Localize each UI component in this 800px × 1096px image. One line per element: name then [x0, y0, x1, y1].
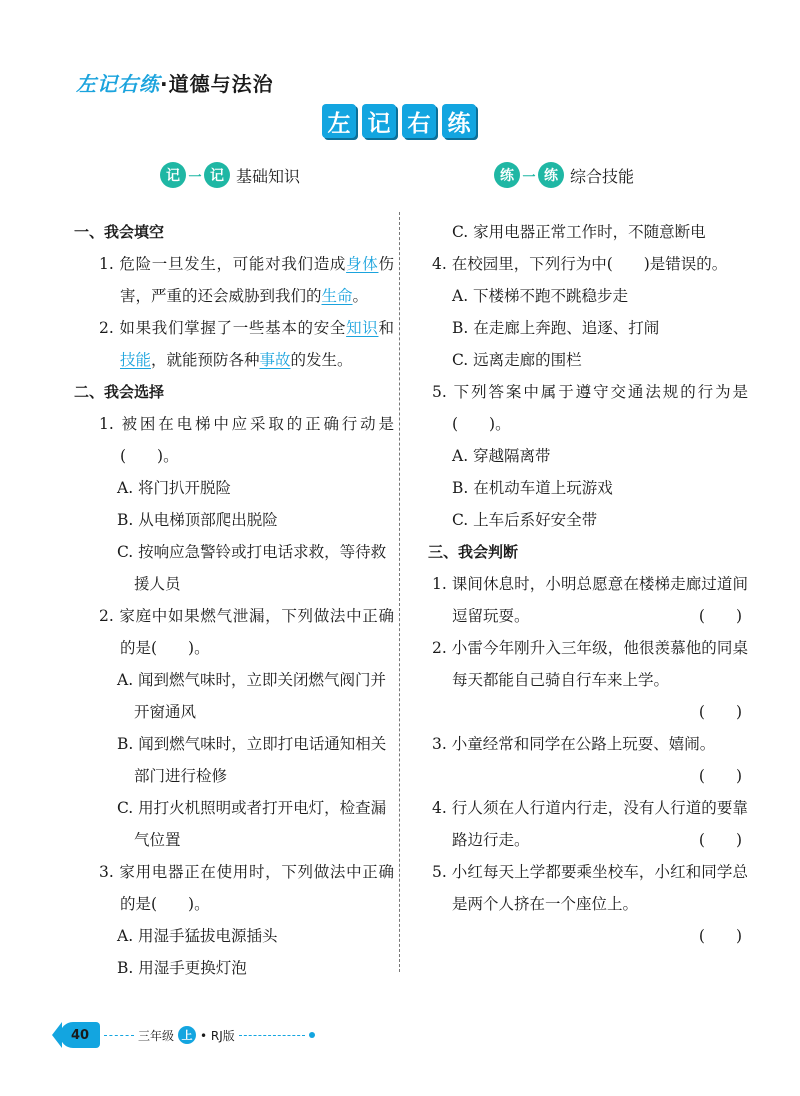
choice-option: A. 下楼梯不跑不跳稳步走: [452, 287, 629, 305]
choice-option: C. 家用电器正常工作时，不随意断电: [452, 223, 706, 241]
choice-question-5: 5. 下列答案中属于遵守交通法规的行为是( )。: [432, 383, 748, 433]
question-text: 和: [378, 319, 394, 337]
question-text: 1. 课间休息时，小明总愿意在楼梯走廊过道间逗留玩耍。: [432, 575, 748, 625]
footer-dash: [104, 1035, 134, 1036]
answer-parentheses: ( ): [698, 767, 742, 785]
choice-option: A. 用湿手猛拔电源插头: [117, 927, 278, 945]
fill-question-1: [78, 248, 394, 312]
answer-parentheses: ( ): [698, 927, 742, 945]
banner-char: 左: [322, 104, 356, 138]
judge-question-4: [432, 792, 748, 856]
banner-char: 记: [362, 104, 396, 138]
answer-blank: 生命: [321, 287, 353, 305]
part2-title: 二、我会选择: [74, 383, 165, 401]
subject-title: 道德与法治: [168, 72, 274, 96]
judge-question-1: [432, 568, 748, 632]
left-column: [74, 216, 394, 984]
choice-option: C. 按响应急警铃或打电话求救，等待救援人员: [117, 543, 387, 593]
choice-option: A. 将门扒开脱险: [117, 479, 232, 497]
question-text: 伤害，严重的还会威胁到我们的: [120, 255, 394, 305]
choice-option: B. 在走廊上奔跑、追逐、打闹: [452, 319, 660, 337]
part3-title: 三、我会判断: [428, 543, 519, 561]
choice-option: A. 闻到燃气味时，立即关闭燃气阀门并开窗通风: [117, 671, 387, 721]
right-section-pill: [494, 162, 564, 188]
choice-option: C. 上车后系好安全带: [452, 511, 598, 529]
footer-edition: • RJ版: [200, 1028, 235, 1043]
pill-char: 练: [538, 162, 564, 188]
book-header-title: [76, 68, 274, 97]
left-section-heading: [160, 162, 300, 188]
question-text: 5. 小红每天上学都要乘坐校车，小红和同学总是两个人挤在一个座位上。: [432, 863, 748, 913]
column-divider: [399, 212, 400, 972]
question-text: 4. 行人须在人行道内行走，没有人行道的要靠路边行走。: [432, 799, 748, 849]
pill-char: 记: [160, 162, 186, 188]
page-number: 40: [70, 1027, 90, 1043]
page-arrow-icon: [52, 1022, 62, 1048]
choice-question-4: 4. 在校园里，下列行为中( )是错误的。: [432, 255, 728, 273]
title-separator: ·: [160, 72, 169, 96]
pill-char: 一: [188, 169, 202, 185]
part1-title: 一、我会填空: [74, 223, 165, 241]
choice-option: B. 用湿手更换灯泡: [117, 959, 247, 977]
page-number-badge: [60, 1022, 100, 1048]
question-text: 2. 如果我们掌握了一些基本的安全: [99, 319, 347, 337]
question-text: 。: [352, 287, 369, 305]
choice-option: C. 远离走廊的围栏: [452, 351, 582, 369]
footer-dot-icon: [309, 1032, 315, 1038]
question-text: 3. 小童经常和同学在公路上玩耍、嬉闹。: [432, 735, 716, 753]
right-column: [428, 216, 748, 952]
choice-option: B. 从电梯顶部爬出脱险: [117, 511, 278, 529]
left-section-pill: [160, 162, 230, 188]
banner-char: 练: [442, 104, 476, 138]
footer-grade: 三年级: [138, 1028, 175, 1043]
judge-question-2: [432, 632, 748, 728]
question-text: 1. 危险一旦发生，可能对我们造成: [99, 255, 347, 273]
choice-option: C. 用打火机照明或者打开电灯，检查漏气位置: [117, 799, 387, 849]
choice-question-1: 1. 被困在电梯中应采取的正确行动是( )。: [99, 415, 394, 465]
page-footer: [60, 1022, 315, 1048]
brand-title: 左记右练: [76, 72, 160, 96]
right-section-label: 综合技能: [570, 166, 635, 186]
footer-term-badge: 上: [178, 1026, 196, 1044]
right-section-heading: [494, 162, 634, 188]
choice-question-3: 3. 家用电器正在使用时，下列做法中正确的是( )。: [99, 863, 394, 913]
judge-question-5: [432, 856, 748, 952]
pill-char: 练: [494, 162, 520, 188]
footer-dash: [239, 1035, 305, 1036]
choice-option: B. 在机动车道上玩游戏: [452, 479, 613, 497]
answer-blank: 事故: [259, 351, 291, 369]
banner-char: 右: [402, 104, 436, 138]
answer-blank: 身体: [346, 255, 379, 273]
judge-question-3: [432, 728, 748, 792]
question-text: 的发生。: [290, 351, 353, 369]
question-text: ，就能预防各种: [151, 351, 260, 369]
answer-blank: 知识: [346, 319, 379, 337]
choice-question-2: 2. 家庭中如果燃气泄漏，下列做法中正确的是( )。: [99, 607, 394, 657]
left-section-label: 基础知识: [236, 166, 301, 186]
pill-char: 一: [522, 169, 536, 185]
choice-option: B. 闻到燃气味时，立即打电话通知相关部门进行检修: [117, 735, 387, 785]
section-banner: [322, 104, 476, 138]
answer-parentheses: ( ): [698, 607, 742, 625]
answer-parentheses: ( ): [698, 703, 742, 721]
answer-blank: 技能: [120, 351, 152, 369]
answer-parentheses: ( ): [698, 831, 742, 849]
question-text: 2. 小雷今年刚升入三年级，他很羡慕他的同桌每天都能自己骑自行车来上学。: [432, 639, 748, 689]
fill-question-2: [78, 312, 394, 376]
choice-option: A. 穿越隔离带: [452, 447, 551, 465]
pill-char: 记: [204, 162, 230, 188]
